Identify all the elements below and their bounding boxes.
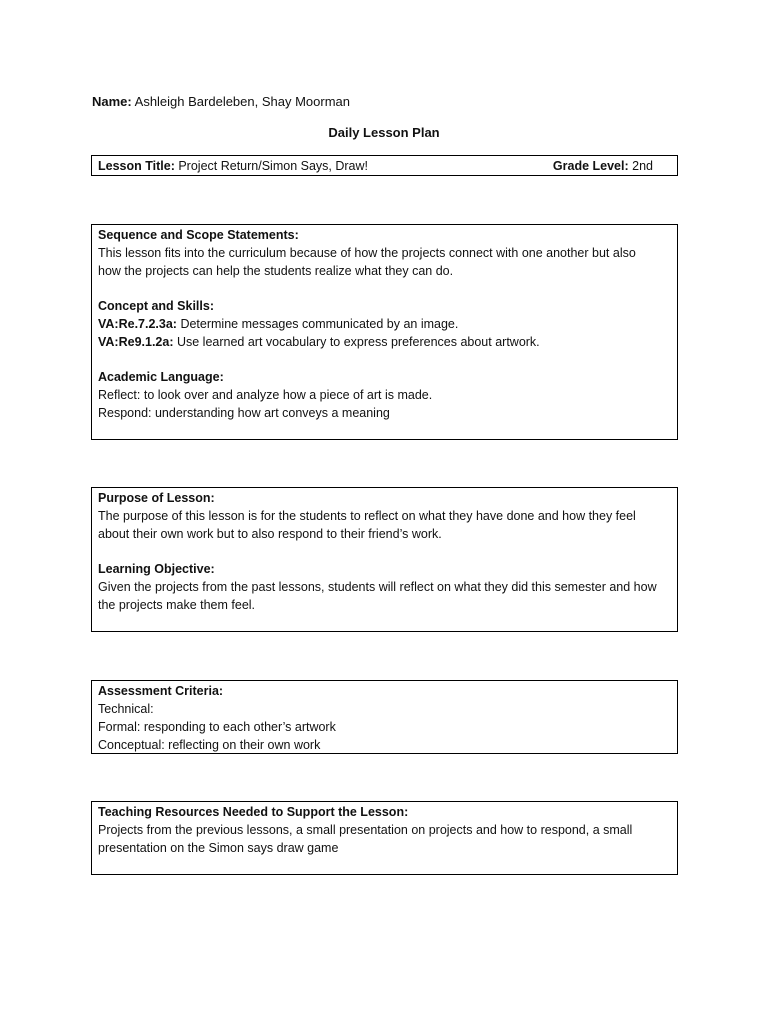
standard-code: VA:Re.7.2.3a: — [98, 317, 177, 331]
purpose-text-line: about their own work but to also respond to their friend’s work. — [98, 527, 442, 541]
resources-text-line: Projects from the previous lessons, a small presentation on projects and how to respond, a small — [98, 823, 633, 837]
grade-level-value: 2nd — [628, 158, 653, 173]
resources-heading: Teaching Resources Needed to Support the Lesson: — [98, 805, 409, 819]
sequence-text-line: This lesson fits into the curriculum because of how the projects connect with one another but also — [98, 246, 636, 260]
purpose-heading: Purpose of Lesson: — [98, 491, 215, 505]
sequence-text-line: how the projects can help the students realize what they can do. — [98, 264, 454, 278]
sequence-heading: Sequence and Scope Statements: — [98, 228, 299, 242]
purpose-objective-box — [91, 487, 678, 632]
document-title: Daily Lesson Plan — [328, 125, 440, 140]
lesson-title-box — [91, 155, 678, 176]
objective-text-line: the projects make them feel. — [98, 598, 256, 612]
assessment-formal: Formal: responding to each other’s artwork — [98, 720, 336, 734]
assessment-box — [91, 680, 678, 754]
name-line — [92, 94, 350, 109]
standard-text: Determine messages communicated by an image. — [176, 317, 459, 331]
spacer — [98, 351, 677, 368]
name-label: Name: — [92, 94, 132, 109]
purpose-text-line: The purpose of this lesson is for the students to reflect on what they have done and how they feel — [98, 509, 636, 523]
spacer — [98, 543, 677, 560]
assessment-technical: Technical: — [98, 702, 154, 716]
academic-term: Respond: understanding how art conveys a meaning — [98, 406, 390, 420]
scope-concept-language-box — [91, 224, 678, 440]
academic-language-heading: Academic Language: — [98, 370, 224, 384]
standard-item — [98, 315, 677, 333]
name-value: Ashleigh Bardeleben, Shay Moorman — [131, 94, 350, 109]
standard-item — [98, 333, 677, 351]
standard-code: VA:Re9.1.2a: — [98, 335, 174, 349]
assessment-conceptual: Conceptual: reflecting on their own work — [98, 738, 321, 752]
grade-level — [553, 157, 677, 175]
academic-term: Reflect: to look over and analyze how a piece of art is made. — [98, 388, 433, 402]
objective-text-line: Given the projects from the past lessons, students will reflect on what they did this semester and how — [98, 580, 657, 594]
assessment-heading: Assessment Criteria: — [98, 684, 224, 698]
lesson-title — [98, 157, 368, 175]
lesson-title-label: Lesson Title: — [98, 158, 175, 173]
resources-text-line: presentation on the Simon says draw game — [98, 841, 339, 855]
lesson-title-value: Project Return/Simon Says, Draw! — [174, 158, 368, 173]
objective-heading: Learning Objective: — [98, 562, 215, 576]
resources-box — [91, 801, 678, 875]
spacer — [98, 280, 677, 297]
standard-text: Use learned art vocabulary to express preferences about artwork. — [173, 335, 540, 349]
grade-level-label: Grade Level: — [552, 158, 629, 173]
concept-heading: Concept and Skills: — [98, 299, 214, 313]
